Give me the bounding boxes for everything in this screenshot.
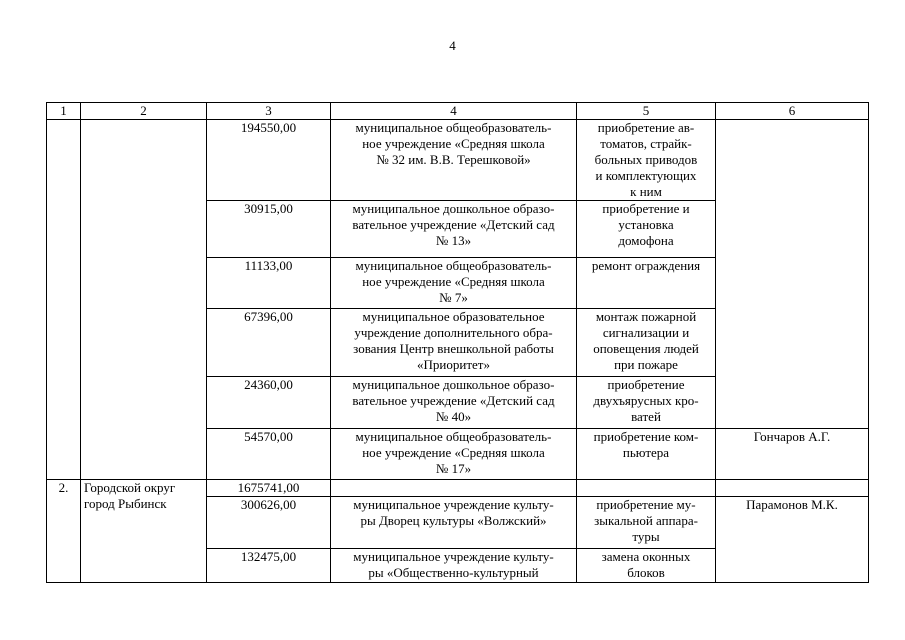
- column-number: 4: [331, 103, 577, 120]
- responsible-cell: Гончаров А.Г.: [716, 429, 869, 480]
- recipient-cell: [331, 309, 577, 377]
- recipient-cell: [331, 549, 577, 583]
- purpose-cell-line: ватей: [631, 409, 661, 424]
- purpose-cell-line: блоков: [627, 565, 665, 580]
- purpose-cell-line: оповещения людей: [593, 341, 699, 356]
- purpose-cell-line: зыкальной аппара-: [594, 513, 698, 528]
- purpose-cell-line: монтаж пожарной: [595, 309, 697, 324]
- purpose-cell: [577, 429, 716, 480]
- recipient-cell-line: учреждение дополнительного обра-: [354, 325, 553, 340]
- amount-cell: 67396,00: [207, 309, 331, 377]
- purpose-cell-line: приобретение ком-: [593, 429, 699, 444]
- recipient-cell-line: муниципальное учреждение культу-: [353, 549, 554, 564]
- row-index-cell: 2.: [47, 480, 81, 583]
- purpose-cell-line: двухъярусных кро-: [593, 393, 699, 408]
- page-number: 4: [449, 38, 456, 53]
- recipient-cell-line: № 32 им. В.В. Терешковой»: [376, 152, 531, 167]
- purpose-cell-line: приобретение ав-: [597, 120, 695, 135]
- column-number: 3: [207, 103, 331, 120]
- purpose-cell: [577, 549, 716, 583]
- recipient-cell: [331, 201, 577, 258]
- recipient-cell-line: ное учреждение «Средняя школа: [362, 274, 545, 289]
- purpose-cell-line: установка: [618, 217, 674, 232]
- recipient-cell-line: вательное учреждение «Детский сад: [352, 217, 555, 232]
- purpose-cell: [577, 258, 716, 309]
- recipient-cell-line: № 7»: [439, 290, 468, 305]
- recipient-cell-line: ры «Общественно-культурный: [368, 565, 539, 580]
- recipient-cell-line: муниципальное учреждение культу-: [353, 497, 554, 512]
- column-number: 2: [81, 103, 207, 120]
- purpose-cell-line: больных приводов: [594, 152, 698, 167]
- purpose-cell-line: сигнализации и: [602, 325, 690, 340]
- recipient-cell-line: муниципальное общеобразователь-: [355, 120, 552, 135]
- purpose-cell-line: и комплектующих: [595, 168, 697, 183]
- amount-cell: 30915,00: [207, 201, 331, 258]
- recipient-cell-line: муниципальное образовательное: [362, 309, 545, 324]
- purpose-cell-line: приобретение му-: [596, 497, 696, 512]
- purpose-cell: [577, 497, 716, 549]
- column-number-row: [47, 103, 869, 120]
- municipality-cell-line: город Рыбинск: [84, 496, 167, 511]
- recipient-cell-line: № 17»: [435, 461, 472, 476]
- responsible-cell: Парамонов М.К.: [716, 497, 869, 583]
- purpose-cell-line: домофона: [618, 233, 674, 248]
- purpose-cell-line: замена оконных: [601, 549, 691, 564]
- table-row: [47, 480, 869, 497]
- recipient-cell-line: зования Центр внешкольной работы: [353, 341, 554, 356]
- recipient-cell-line: вательное учреждение «Детский сад: [352, 393, 555, 408]
- recipient-cell-line: № 13»: [435, 233, 472, 248]
- allocation-table: [46, 102, 869, 583]
- purpose-cell-line: приобретение: [607, 377, 685, 392]
- responsible-cell: [716, 120, 869, 429]
- purpose-cell-line: приобретение и: [602, 201, 690, 216]
- responsible-cell: [716, 480, 869, 497]
- recipient-cell-line: муниципальное дошкольное образо-: [352, 377, 555, 392]
- recipient-cell: [331, 480, 577, 497]
- purpose-cell-line: пьютера: [622, 445, 670, 460]
- amount-cell: 194550,00: [207, 120, 331, 201]
- purpose-cell: [577, 480, 716, 497]
- recipient-cell: [331, 377, 577, 429]
- recipient-cell: [331, 497, 577, 549]
- column-number: 1: [47, 103, 81, 120]
- purpose-cell-line: ремонт ограждения: [591, 258, 701, 273]
- purpose-cell-line: к ним: [630, 184, 662, 199]
- recipient-cell-line: № 40»: [435, 409, 472, 424]
- recipient-cell-line: «Приоритет»: [417, 357, 490, 372]
- recipient-cell: [331, 258, 577, 309]
- purpose-cell-line: томатов, страйк-: [600, 136, 692, 151]
- recipient-cell-line: ное учреждение «Средняя школа: [362, 136, 545, 151]
- recipient-cell-line: ное учреждение «Средняя школа: [362, 445, 545, 460]
- municipality-cell-line: Городской округ: [84, 480, 176, 495]
- amount-cell: 54570,00: [207, 429, 331, 480]
- purpose-cell: [577, 309, 716, 377]
- recipient-cell-line: муниципальное общеобразователь-: [355, 429, 552, 444]
- municipality-cell: [81, 480, 207, 583]
- amount-cell: 132475,00: [207, 549, 331, 583]
- purpose-cell: [577, 120, 716, 201]
- purpose-cell-line: туры: [632, 529, 660, 544]
- recipient-cell: [331, 429, 577, 480]
- amount-cell: 300626,00: [207, 497, 331, 549]
- column-number: 6: [716, 103, 869, 120]
- total-amount-cell: 1675741,00: [207, 480, 331, 497]
- table-row: [47, 120, 869, 201]
- recipient-cell-line: муниципальное дошкольное образо-: [352, 201, 555, 216]
- purpose-cell: [577, 377, 716, 429]
- row-index-cell: [47, 120, 81, 480]
- column-number: 5: [577, 103, 716, 120]
- recipient-cell-line: муниципальное общеобразователь-: [355, 258, 552, 273]
- amount-cell: 24360,00: [207, 377, 331, 429]
- purpose-cell: [577, 201, 716, 258]
- amount-cell: 11133,00: [207, 258, 331, 309]
- purpose-cell-line: при пожаре: [614, 357, 678, 372]
- recipient-cell-line: ры Дворец культуры «Волжский»: [360, 513, 547, 528]
- recipient-cell: [331, 120, 577, 201]
- municipality-cell: [81, 120, 207, 480]
